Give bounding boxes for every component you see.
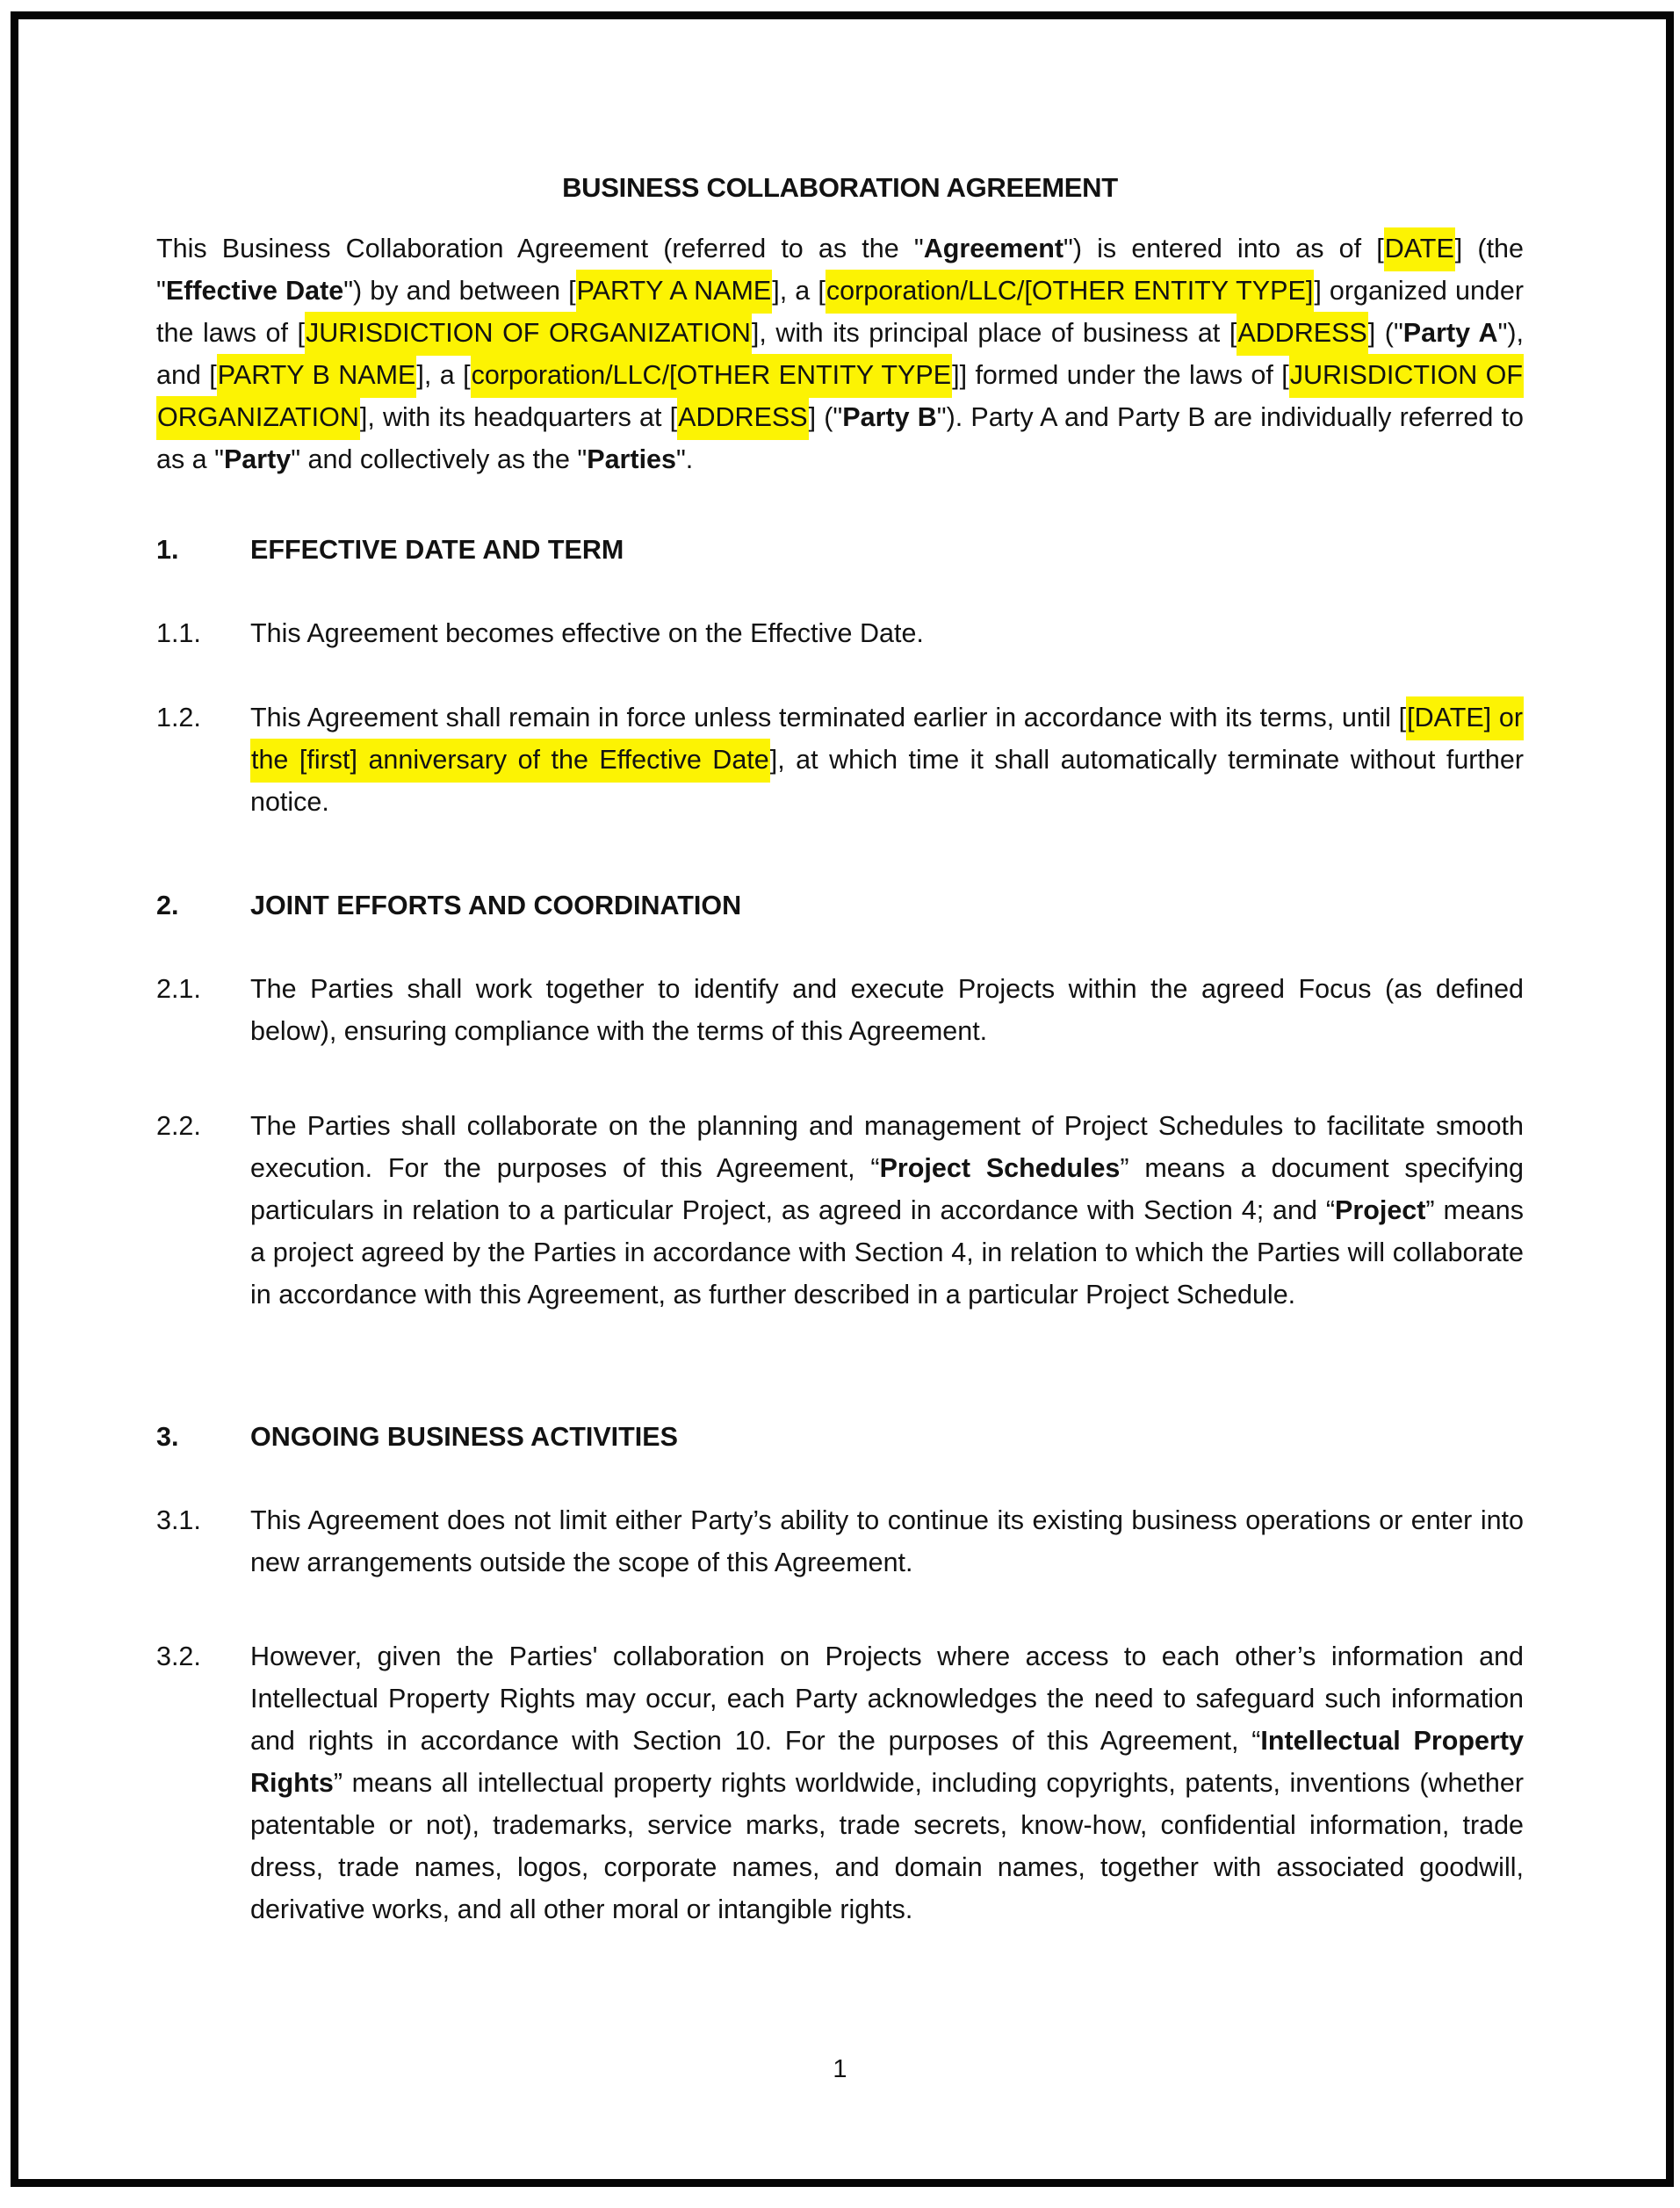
text-run: ". [675,444,694,474]
section-1-heading [156,529,1524,571]
text-run: ” means a document specifying particulars in relation to a particular Project, as agreed in accordance with Section 4; and “ [250,1153,1525,1225]
text-run: The Parties shall collaborate on the planning and management of Project Schedules to facilitate smooth execution. For the purposes of this Agreement, “ [250,1111,1524,1183]
text-run: ] (the " [156,234,1524,306]
bold-term: Parties [587,444,676,474]
highlighted-placeholder: ADDRESS [1237,312,1367,356]
clause-2-1-number: 2.1. [156,974,201,1004]
bold-term: Effective Date [165,276,344,306]
text-run: This Business Collaboration Agreement (referred to as the " [156,234,924,263]
section-2-number: 2. [156,891,179,920]
clause-2-1 [156,968,1524,1052]
section-3-title: ONGOING BUSINESS ACTIVITIES [250,1422,678,1452]
bold-term: Project [1335,1195,1426,1225]
clause-2-1-text [250,968,1524,1052]
bold-term: Intellectual Property Rights [250,1726,1524,1798]
text-run: ] (" [1367,318,1403,348]
bold-term: Party A [1402,318,1498,348]
bold-term: Party B [842,402,937,432]
text-run: The Parties shall work together to identify and execute Projects within the agreed Focus (as defined below), ensuring compliance with the terms of this Agreement. [250,974,1524,1046]
text-run: ” means a project agreed by the Parties in accordance with Section 4, in relation to which the Parties will collaborate in accordance with this Agreement, as further described in a particular Project Schedule. [250,1195,1524,1310]
clause-1-2-number: 1.2. [156,703,201,732]
clause-1-2-text [250,696,1524,823]
section-1-number: 1. [156,535,179,565]
highlighted-placeholder: DATE [1384,227,1455,271]
section-2-title: JOINT EFFORTS AND COORDINATION [250,891,742,920]
text-run: "). Party A and Party B are individually referred to as a " [156,402,1524,474]
clause-3-1-number: 3.1. [156,1505,201,1535]
document-title: BUSINESS COLLABORATION AGREEMENT [562,172,1118,203]
clause-1-1 [156,612,1524,654]
clause-2-2 [156,1105,1524,1316]
clause-3-2-number: 3.2. [156,1642,201,1671]
text-run: This Agreement shall remain in force unless terminated earlier in accordance with its terms, until [ [250,703,1407,732]
highlighted-placeholder: PARTY B NAME [217,354,417,398]
text-run: "), and [ [156,318,1525,390]
highlighted-placeholder: corporation/LLC/[OTHER ENTITY TYPE] [826,270,1314,314]
page-number: 1 [833,2055,847,2083]
bold-term: Project Schedules [879,1153,1121,1183]
clause-2-2-number: 2.2. [156,1111,201,1141]
text-run: However, given the Parties' collaboration on Projects where access to each other’s information and Intellectual Property Rights may occur, each Party acknowledges the need to safeguard such information and rights in accordance with Section 10. For the purposes of this Agreement, “ [250,1642,1524,1756]
clause-3-2 [156,1635,1524,1930]
text-run: ” means all intellectual property rights worldwide, including copyrights, patents, inventions (whether patentable or not), trademarks, service marks, trade secrets, know-how, confidential information, trade dress, trade names, logos, corporate names, and domain names, together with associated goodwill, derivative works, and all other moral or intangible rights. [250,1768,1524,1924]
text-run: ]] formed under the laws of [ [952,360,1289,390]
clause-3-1 [156,1499,1524,1584]
text-run: " and collectively as the " [291,444,588,474]
section-1-title: EFFECTIVE DATE AND TERM [250,535,624,565]
highlighted-placeholder: ADDRESS [677,396,808,440]
text-run: ], with its principal place of business at [ [751,318,1237,348]
clause-1-1-number: 1.1. [156,618,201,648]
highlighted-placeholder: JURISDICTION OF ORGANIZATION [305,312,752,356]
bold-term: Agreement [923,234,1064,263]
text-run: ] (" [808,402,843,432]
intro-paragraph [156,227,1524,480]
text-run: ") by and between [ [343,276,576,306]
clause-3-1-text [250,1499,1524,1584]
highlighted-placeholder: JURISDICTION OF ORGANIZATION [156,354,1524,440]
text-run: ], a [ [772,276,826,306]
section-3-number: 3. [156,1422,179,1452]
text-run: This Agreement does not limit either Party’s ability to continue its existing business operations or enter into new arrangements outside the scope of this Agreement. [250,1505,1524,1577]
highlighted-placeholder: [DATE] or the [first] anniversary of the Effective Date [250,696,1524,783]
clause-3-2-text [250,1635,1524,1930]
text-run: This Agreement becomes effective on the Effective Date. [250,618,924,648]
highlighted-placeholder: PARTY A NAME [576,270,773,314]
text-run: ], with its headquarters at [ [359,402,678,432]
text-run: ") is entered into as of [ [1064,234,1384,263]
bold-term: Party [223,444,292,474]
text-run: ], a [ [416,360,471,390]
clause-2-2-text [250,1105,1524,1316]
text-run: ], at which time it shall automatically terminate without further notice. [250,745,1524,817]
section-2-heading [156,884,1524,927]
highlighted-placeholder: corporation/LLC/[OTHER ENTITY TYPE [471,354,953,398]
clause-1-2 [156,696,1524,823]
section-3-heading [156,1416,1524,1458]
text-run: ] organized under the laws of [ [156,276,1524,348]
clause-1-1-text [250,612,1524,654]
